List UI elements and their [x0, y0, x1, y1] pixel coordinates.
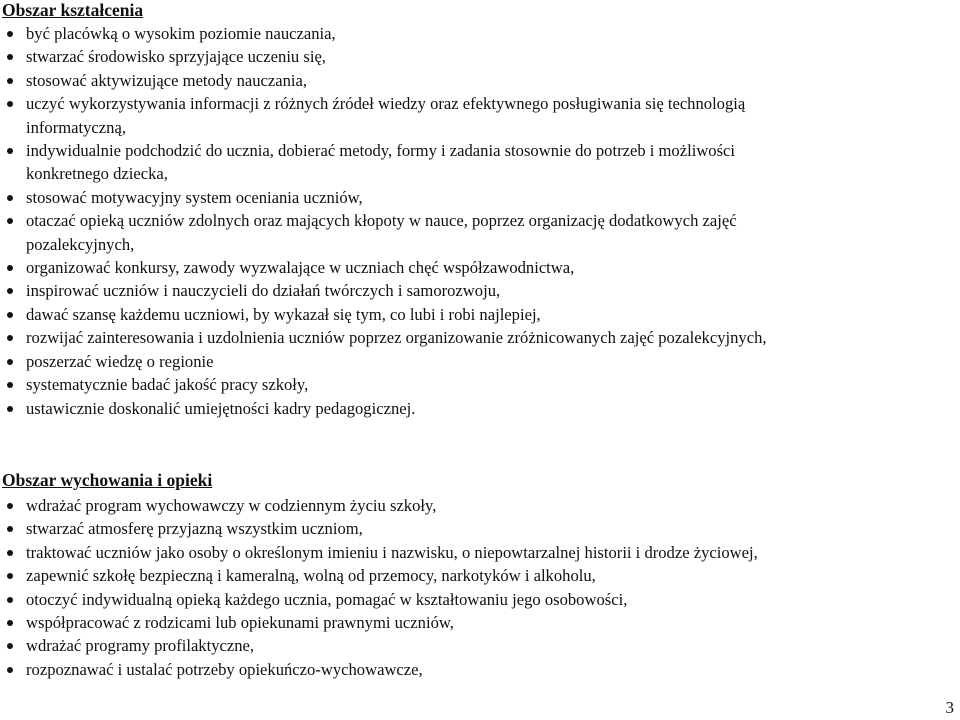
page-number: 3 [945, 698, 954, 717]
list-item-text: wdrażać programy profilaktyczne, [26, 636, 255, 656]
bullet-icon [7, 101, 13, 107]
list-item-text: systematycznie badać jakość pracy szkoły, [26, 375, 309, 395]
section-heading-wychowanie: Obszar wychowania i opieki [2, 470, 213, 490]
list-item [0, 541, 920, 564]
list-item-text: informatyczną, [26, 117, 126, 137]
list-item-text: organizować konkursy, zawody wyzwalające w uczniach chęć współzawodnictwa, [26, 258, 575, 278]
list-item-text: stosować motywacyjny system oceniania uczniów, [26, 187, 363, 207]
bullet-icon [7, 643, 13, 649]
list-item-text: stwarzać środowisko sprzyjające uczeniu się, [26, 47, 326, 67]
bullet-icon [7, 78, 13, 84]
bullet-icon [7, 503, 13, 509]
list-item [0, 186, 920, 209]
bullet-icon [7, 335, 13, 341]
list-item [0, 517, 920, 540]
list-item [0, 69, 920, 92]
list-item-text: stwarzać atmosferę przyjazną wszystkim uczniom, [26, 519, 363, 539]
list-item-text: pozalekcyjnych, [26, 234, 135, 254]
list-item [0, 634, 920, 657]
list-item [0, 92, 920, 139]
bullet-icon [7, 620, 13, 626]
bullet-icon [7, 573, 13, 579]
bullet-icon [7, 31, 13, 37]
bullet-icon [7, 54, 13, 60]
list-item [0, 45, 920, 68]
list-item-text: wdrażać program wychowawczy w codziennym życiu szkoły, [26, 496, 437, 515]
list-item [0, 326, 920, 349]
bullet-icon [7, 406, 13, 412]
bullet-icon [7, 597, 13, 603]
list-item-text: konkretnego dziecka, [26, 164, 168, 184]
list-item-text: być placówką o wysokim poziomie nauczania, [26, 24, 336, 43]
bullet-icon [7, 265, 13, 271]
list-item [0, 397, 920, 420]
list-item-text: traktować uczniów jako osoby o określonym imieniu i nazwisku, o niepowtarzalnej historii i drodze życiowej, [26, 542, 758, 562]
bullet-icon [7, 550, 13, 556]
list-item-text: poszerzać wiedzę o regionie [26, 351, 214, 371]
list-item-text: indywidualnie podchodzić do ucznia, dobierać metody, formy i zadania stosownie do potrzeb i możliwości [26, 141, 736, 161]
list-item-text: współpracować z rodzicami lub opiekunami prawnymi uczniów, [26, 613, 454, 633]
bullet-icon [7, 148, 13, 154]
list-item-text: rozpoznawać i ustalać potrzeby opiekuńczo-wychowawcze, [26, 659, 423, 679]
bullet-icon [7, 312, 13, 318]
bullet-list-ksztalcenie [0, 22, 920, 420]
list-item [0, 139, 920, 186]
bullet-icon [7, 382, 13, 388]
bullet-icon [7, 526, 13, 532]
list-item-text: zapewnić szkołę bezpieczną i kameralną, wolną od przemocy, narkotyków i alkoholu, [26, 566, 596, 586]
list-item [0, 256, 920, 279]
list-item-text: otoczyć indywidualną opieką każdego ucznia, pomagać w kształtowaniu jego osobowości, [26, 589, 628, 609]
list-item [0, 279, 920, 302]
bullet-list-wychowanie [0, 494, 920, 681]
list-item-text: otaczać opieką uczniów zdolnych oraz mających kłopoty w nauce, poprzez organizację dodatkowych zajęć [26, 211, 737, 231]
list-item-text: stosować aktywizujące metody nauczania, [26, 70, 308, 90]
list-item [0, 350, 920, 373]
list-item [0, 209, 920, 256]
section-heading-ksztalcenie: Obszar kształcenia [2, 0, 144, 20]
list-item [0, 611, 920, 634]
list-item-text: inspirować uczniów i nauczycieli do działań twórczych i samorozwoju, [26, 281, 501, 301]
list-item-text: ustawicznie doskonalić umiejętności kadry pedagogicznej. [26, 398, 416, 418]
list-item [0, 494, 920, 517]
bullet-icon [7, 195, 13, 201]
list-item [0, 373, 920, 396]
list-item [0, 658, 920, 681]
list-item-text: uczyć wykorzystywania informacji z różnych źródeł wiedzy oraz efektywnego posługiwania się technologią [26, 94, 746, 114]
bullet-icon [7, 667, 13, 673]
bullet-icon [7, 359, 13, 365]
list-item [0, 588, 920, 611]
bullet-icon [7, 218, 13, 224]
list-item [0, 22, 920, 45]
list-item [0, 303, 920, 326]
list-item [0, 564, 920, 587]
list-item-text: rozwijać zainteresowania i uzdolnienia uczniów poprzez organizowanie zróżnicowanych zajęć pozalekcyjnych, [26, 328, 767, 348]
list-item-text: dawać szansę każdemu uczniowi, by wykazał się tym, co lubi i robi najlepiej, [26, 304, 541, 324]
bullet-icon [7, 288, 13, 294]
